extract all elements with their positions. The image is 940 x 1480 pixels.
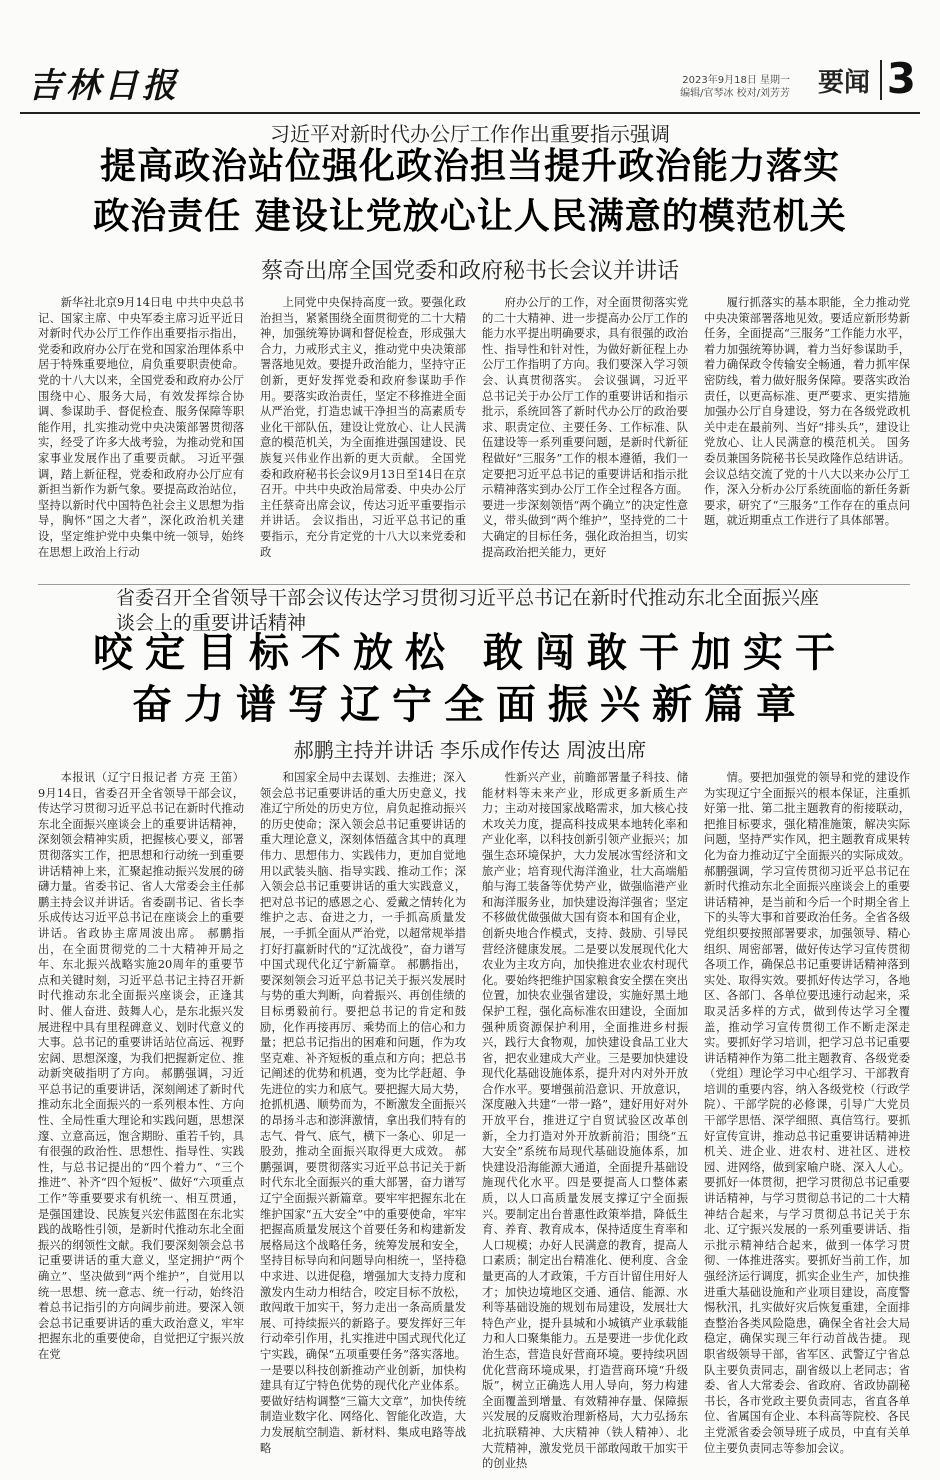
article1-subline: 蔡奇出席全国党委和政府秘书长会议并讲话 xyxy=(260,259,679,284)
masthead-meta xyxy=(570,74,790,100)
article2-headline-line1: 咬定目标不放松 敢闯敢干加实干 xyxy=(93,629,847,676)
article1-headline-line1: 提高政治站位强化政治担当提升政治能力落实 xyxy=(99,146,840,187)
masthead xyxy=(20,50,920,112)
article1-column-2-text: 上同党中央保持高度一致。要强化政治担当，紧紧围绕全面贯彻党的二十大精神，加强统筹协调和督促检查，形成强大合力，力戒形式主义，推动党中央决策部署落地见效。要提升政治能力，坚持守正创新，更好发挥党委和政府参谋助手作用。要落实政治责任，坚定不移推进全面从严治党，打造忠诚干净担当的高素质专业化干部队伍，建设让党放心、让人民满意的模范机关，为全面推进强国建设、民族复兴伟业作出新的更大贡献。 全国党委和政府秘书长会议9月13日至14日在京召开。中共中央政治局常委、中央办公厅主任蔡奇出席会议，传达习近平重要指示并讲话。 会议指出，习近平总书记的重要指示，充分肯定党的十八大以来党委和政 xyxy=(260,296,466,559)
section-divider xyxy=(880,60,882,100)
article2-column-1 xyxy=(38,770,244,1470)
article1-headline-line2: 政治责任 建设让党放心让人民满意的模范机关 xyxy=(93,196,847,237)
article2-column-2 xyxy=(260,770,466,1470)
article2-column-3-text: 性新兴产业，前瞻部署量子科技、储能材料等未来产业，形成更多新质生产力；主动对接国家战略需求，加大核心技术攻关力度，提高科技成果本地转化率和产业化率，以科技创新引领产业振兴；加强生态环境保护，大力发展冰雪经济和文旅产业；培育现代海洋渔业，壮大高端船舶与海工装备等优势产业，做强临港产业和海洋服务业，加快建设海洋强省；坚定不移做优做强做大国有资本和国有企业，创新央地合作模式，支持、鼓励、引导民营经济健康发展。二是要以发展现代化大农业为主攻方向，加快推进农业农村现代化。要始终把维护国家粮食安全摆在突出位置，加快农业强省建设，实施好黑土地保护工程，强化高标准农田建设，全面加强种质资源保护利用，全面推进乡村振兴，践行大食物观，加快建设食品工业大省，把农业建成大产业。三是要加快建设现代化基础设施体系，提升对内对外开放合作水平。要增强前沿意识、开放意识，深度融入共建“一带一路”，建好用好对外开放平台，推进辽宁自贸试验区改革创新，全力打造对外开放新前沿；围绕“五大安全”系统布局现代基础设施体系，加快建设沿海能源大通道，全面提升基础设施现代化水平。四是要提高人口整体素质，以人口高质量发展支撑辽宁全面振兴。要制定出台普惠性政策举措，降低生育、养育、教育成本，保持适度生育率和人口规模；办好人民满意的教育，提高人口素质；制定出台精准化、便利度、含金量更高的人才政策，千方百计留住用好人才；加快边境地区交通、通信、能源、水利等基础设施的规划布局建设，发展壮大特色产业，提升县城和小城镇产业承载能力和人口聚集能力。五是要进一步优化政治生态，营造良好营商环境。要持续巩固优化营商环境成果，打造营商环境“升级版”，树立正确选人用人导向，努力构建全面覆盖到增量、有效精神存量、保障振兴发展的反腐败治理新格局，大力弘扬东北抗联精神、大庆精神（铁人精神）、北大荒精神，激发党员干部敢闯敢干加实干的创业热 xyxy=(482,771,688,1470)
article1-column-1 xyxy=(38,295,244,580)
article1-column-4 xyxy=(704,295,910,580)
article1-column-1-text: 新华社北京9月14日电 中共中央总书记、国家主席、中央军委主席习近平近日对新时代办公厅工作作出重要指示指出，党委和政府办公厅在党和国家治理体系中居于特殊重要地位，肩负重要职责使命。党的十八大以来，全国党委和政府办公厅围绕中心、服务大局，有效发挥综合协调、参谋助手、督促检查、服务保障等职能作用，扎实推动党中央决策部署贯彻落实，经受了许多大战考验，为推动党和国家事业发展作出了重要贡献。 习近平强调，踏上新征程，党委和政府办公厅应有新担当新作为新气象。要提高政治站位，坚持以新时代中国特色社会主义思想为指导，胸怀“国之大者”，深化政治机关建设，坚定维护党中央集中统一领导，始终在思想上政治上行动 xyxy=(38,296,244,559)
article1-column-2 xyxy=(260,295,466,580)
page-number: 3 xyxy=(886,54,916,103)
article2-column-4 xyxy=(704,770,910,1470)
article1-kicker: 习近平对新时代办公厅工作作出重要指示强调 xyxy=(270,122,670,146)
article1-column-3-text: 府办公厅的工作，对全面贯彻落实党的二十大精神、进一步提高办公厅工作的能力水平提出明确要求，具有很强的政治性、指导性和针对性，为做好新征程上办公厅工作指明了方向。我们要深入学习领会、认真贯彻落实。 会议强调，习近平总书记关于办公厅工作的重要讲话和指示批示，系统回答了新时代办公厅的政治要求、职责定位、主要任务、工作标准、队伍建设等一系列重要问题，是新时代新征程做好“三服务”工作的根本遵循，我们一定要把习近平总书记的重要讲话和指示批示精神落实到办公厅工作全过程各方面。要进一步深刻领悟“两个确立”的决定性意义，带头做到“两个维护”，坚持党的二十大确定的目标任务，强化政治担当，切实提高政治把关能力，更好 xyxy=(482,296,688,559)
newspaper-logo: 吉林日报 xyxy=(28,66,180,106)
article2-headline-line2: 奋力谱写辽宁全面振兴新篇章 xyxy=(132,681,808,728)
article2-column-4-text: 情。要把加强党的领导和党的建设作为实现辽宁全面振兴的根本保证，注重抓好第一批、第二批主题教育的衔接联动，把推目标要求，强化精准施策，解决实际问题，坚持严实作风，把主题教育成果转化为奋力推动辽宁全面振兴的实际成效。 郝鹏强调，学习宣传贯彻习近平总书记在新时代推动东北全面振兴座谈会上的重要讲话精神，是当前和今后一个时期全省上下的头等大事和首要政治任务。全省各级党组织要按照部署要求，加强领导、精心组织、周密部署，做好传达学习宣传贯彻各项工作，确保总书记重要讲话精神落到实处、取得实效。要抓好传达学习，各地区、各部门、各单位要迅速行动起来，采取灵活多样的方式，做到传达学习全覆盖，推动学习宣传贯彻工作不断走深走实。要抓好学习培训，把学习总书记重要讲话精神作为第二批主题教育、各级党委（党组）理论学习中心组学习、干部教育培训的重要内容，纳入各级党校（行政学院）、干部学院的必修课，引导广大党员干部学思悟、深学细照、真信笃行。要抓好宣传宣讲，推动总书记重要讲话精神进机关、进企业、进农村、进社区、进校园、进网络，做到家喻户晓、深入人心。要抓好一体贯彻，把学习贯彻总书记重要讲话精神，与学习贯彻总书记的二十大精神结合起来，与学习贯彻总书记关于东北、辽宁振兴发展的一系列重要讲话、指示批示精神结合起来，做到一体学习贯彻、一体推进落实。要抓好当前工作，加强经济运行调度，抓实企业生产，加快推进重大基础设施和产业项目建设，高度警惕秋汛，扎实做好灾后恢复重建，全面排查整治各类风险隐患，确保全省社会大局稳定，确保实现三年行动首战告捷。 现职省级领导干部，省军区、武警辽宁省总队主要负责同志，副省级以上老同志；省委、省人大常委会、省政府、省政协副秘书长，各市党政主要负责同志，省直各单位、省属国有企业、本科高等院校、各民主党派省委会领导班子成员，中直有关单位主要负责同志等参加会议。 xyxy=(704,771,910,1455)
issue-date: 2023年9月18日 星期一 xyxy=(682,75,790,86)
article-divider xyxy=(38,584,910,585)
article1-body xyxy=(38,295,910,580)
editor-credits: 编辑/官琴冰 校对/刘芳芳 xyxy=(680,88,790,99)
article1-column-4-text: 履行抓落实的基本职能，全力推动党中央决策部署落地见效。要适应新形势新任务，全面提高“三服务”工作能力水平，着力加强统筹协调，着力当好参谋助手，着力确保政令传输安全畅通，着力抓牢保密防线，着力做好服务保障。要落实政治责任，以更高标准、更严要求、更实措施加强办公厅自身建设，努力在各级党政机关中走在最前列、当好“排头兵”，建设让党放心、让人民满意的模范机关。 国务委员兼国务院秘书长吴政隆作总结讲话。 会议总结交流了党的十八大以来办公厅工作，深入分析办公厅系统面临的新任务新要求，研究了“三服务”工作存在的重点问题，就近期重点工作进行了具体部署。 xyxy=(704,296,910,528)
article2-column-2-text: 和国家全局中去谋划、去推进；深入领会总书记重要讲话的重大历史意义，找准辽宁所处的历史方位，肩负起推动振兴的历史使命；深入领会总书记重要讲话的重大理论意义，深刻体悟蕴含其中的真理伟力、思想伟力、实践伟力，更加自觉地用以武装头脑、指导实践、推动工作；深入领会总书记重要讲话的重大实践意义，把对总书记的感恩之心、爱戴之情转化为维护之志、奋进之力，一手抓高质量发展，一手抓全面从严治党，以超常规举措打好打赢新时代的“辽沈战役”，奋力谱写中国式现代化辽宁新篇章。 郝鹏指出，要深刻领会习近平总书记关于振兴发展时与势的重大判断，向着振兴、再创佳绩的目标勇毅前行。要把总书记的肯定和鼓励，化作再接再厉、乘势而上的信心和力量；把总书记指出的困难和问题，作为攻坚克难、补齐短板的重点和方向；把总书记阐述的优势和机遇，变为比学赶超、争先进位的实力和底气。要把握大局大势，抢抓机遇、顺势而为，不断激发全面振兴的昂扬斗志和澎湃激情，拿出我们特有的志气、骨气、底气，横下一条心、卯足一股劲，推动全面振兴取得更大成效。 郝鹏强调，要贯彻落实习近平总书记关于新时代东北全面振兴的重大部署，奋力谱写辽宁全面振兴新篇章。要牢牢把握东北在维护国家“五大安全”中的重要使命，牢牢把握高质量发展这个首要任务和构建新发展格局这个战略任务，统筹发展和安全，坚持目标导向和问题导向相统一，坚持稳中求进、以进促稳，增强加大支持力度和激发内生动力相结合，咬定目标不放松，敢闯敢干加实干，努力走出一条高质量发展、可持续振兴的新路子。要发挥好三年行动牵引作用，扎实推进中国式现代化辽宁实践，确保“五项重要任务”落实落地。一是要以科技创新推动产业创新，加快构建具有辽宁特色优势的现代化产业体系。要做好结构调整“三篇大文章”，加快传统制造业数字化、网络化、智能化改造，大力发展航空制造、新材料、集成电路等战略 xyxy=(260,771,466,1455)
article1-column-3 xyxy=(482,295,688,580)
section-name: 要闻 xyxy=(817,68,870,98)
article2-subline: 郝鹏主持并讲话 李乐成作传达 周波出席 xyxy=(293,738,647,762)
article2-column-1-text: 本报讯（辽宁日报记者 方亮 王笛）9月14日，省委召开全省领导干部会议，传达学习贯彻习近平总书记在新时代推动东北全面振兴座谈会上的重要讲话精神，深刻领会精神实质，把握核心要义，部署贯彻落实工作，把思想和行动统一到重要讲话精神上来，汇聚起推动振兴发展的磅礴力量。省委书记、省人大常委会主任郝鹏主持会议并讲话。省委副书记、省长李乐成传达习近平总书记在座谈会上的重要讲话。省政协主席周波出席。 郝鹏指出，在全面贯彻党的二十大精神开局之年、东北振兴战略实施20周年的重要节点和关键时刻，习近平总书记主持召开新时代推动东北全面振兴座谈会，正逢其时、催人奋进、鼓舞人心，是东北振兴发展进程中具有里程碑意义、划时代意义的大事。总书记的重要讲话站位高远、视野宏阔、思想深邃，为我们把握新定位、推动新突破指明了方向。 郝鹏强调，习近平总书记的重要讲话，深刻阐述了新时代推动东北全面振兴的一系列根本性、方向性、全局性重大理论和实践问题，思想深邃、立意高远，饱含期盼、重若千钧，具有很强的政治性、思想性、指导性、实践性，与总书记提出的“四个着力”、“三个推进”、补齐“四个短板”、做好“六项重点工作”等重要要求有机统一、相互贯通，是强国建设、民族复兴宏伟蓝图在东北实践的战略性引领，是新时代推动东北全面振兴的纲领性文献。我们要深刻领会总书记重要讲话的重大意义，坚定拥护“两个确立”、坚决做到“两个维护”，自觉用以统一思想、统一意志、统一行动，始终沿着总书记指引的方向阔步前进。要深入领会总书记重要讲话的重大政治意义，牢牢把握东北的重要使命，自觉把辽宁振兴放在党 xyxy=(38,771,244,1361)
article2-column-3 xyxy=(482,770,688,1470)
masthead-rule xyxy=(20,112,920,114)
article2-kicker: 省委召开全省领导干部会议传达学习贯彻习近平总书记在新时代推动东北全面振兴座谈会上的重要讲话精神 xyxy=(116,587,820,634)
article2-body xyxy=(38,770,910,1470)
